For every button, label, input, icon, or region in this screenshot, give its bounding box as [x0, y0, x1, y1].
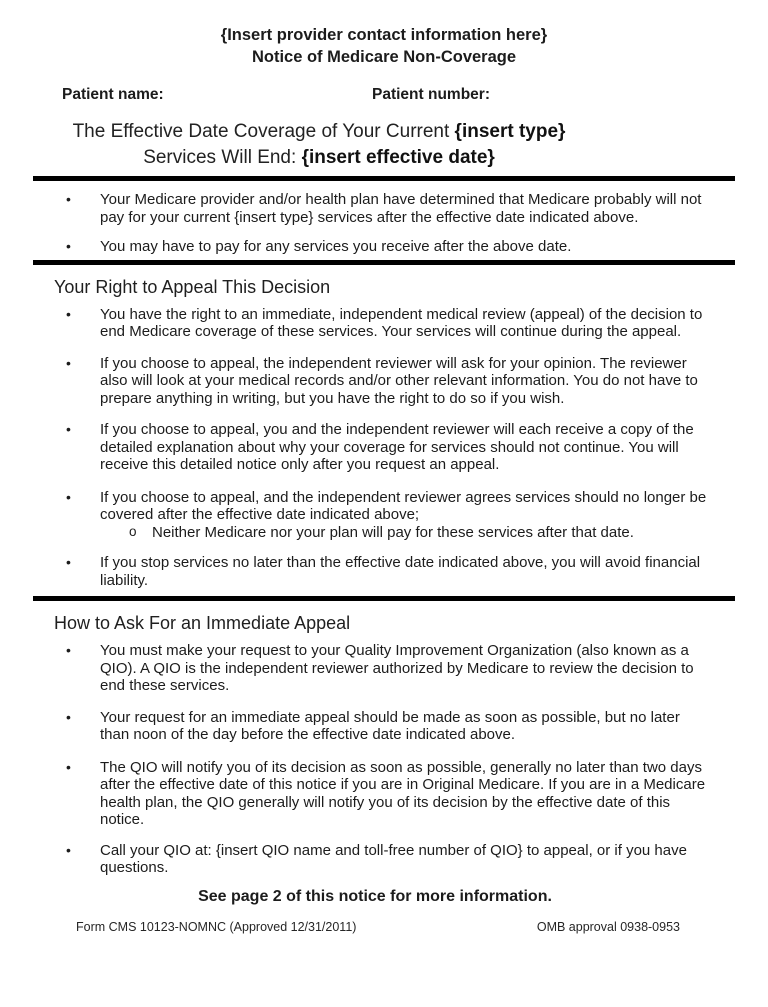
divider-rule-top: [33, 176, 735, 181]
howto-bullet-2: [0, 709, 768, 744]
bullet-text: You have the right to an immediate, independent medical review (appeal) of the decision to end Medicare coverage of these services. Your services will continue during the appeal.: [100, 305, 703, 340]
bullet-marker: •: [66, 238, 71, 254]
provider-contact-line: {Insert provider contact information here}: [220, 26, 548, 44]
section-heading-appeal-rights: Your Right to Appeal This Decision: [54, 276, 331, 297]
bullet-text: Your request for an immediate appeal should be made as soon as possible, but no later than noon of the day before the effective date indicated above.: [100, 708, 680, 743]
bullet-marker: •: [66, 488, 71, 505]
appeal-bullet-2: [0, 355, 768, 408]
appeal-bullet-4: [0, 489, 768, 524]
divider-rule-appeal: [33, 260, 735, 265]
effective-date-heading-line1: The Effective Date Coverage of Your Current {insert type}: [72, 121, 566, 142]
bullet-text: You may have to pay for any services you receive after the above date.: [100, 238, 572, 255]
document-footer: [0, 920, 768, 935]
bullet-text: Call your QIO at: {insert QIO name and toll-free number of QIO} to appeal, or if you have questions.: [100, 841, 687, 876]
bullet-marker: •: [66, 191, 71, 207]
divider-rule-howto: [33, 596, 735, 601]
howto-bullet-4: [0, 842, 768, 877]
bullet-marker: •: [66, 354, 71, 371]
footer-omb-approval: OMB approval 0938-0953: [536, 919, 680, 934]
intro-bullet-2: [0, 238, 768, 256]
bullet-marker: •: [66, 305, 71, 322]
appeal-sub-bullet: [0, 524, 768, 542]
insert-effective-date-placeholder: {insert effective date}: [301, 147, 495, 168]
sub-bullet-text: Neither Medicare nor your plan will pay for these services after that date.: [152, 523, 634, 541]
bullet-marker: •: [66, 554, 71, 570]
bullet-text: If you choose to appeal, and the independent reviewer agrees services should no longer be covered after the effective date indicated above;: [100, 488, 707, 523]
bullet-text: If you choose to appeal, you and the independent reviewer will each receive a copy of the detailed explanation about why your coverage for services should not continue. You will receive this detailed notice only after you request an appeal.: [100, 421, 694, 473]
bullet-text: Your Medicare provider and/or health plan have determined that Medicare probably will not pay for your current {insert type} services after the effective date indicated above.: [100, 191, 702, 226]
appeal-bullet-5: [0, 554, 768, 589]
effective-date-heading: [0, 119, 768, 171]
document-title: Notice of Medicare Non-Coverage: [251, 48, 517, 66]
bullet-marker: •: [66, 421, 71, 437]
bullet-marker: •: [66, 642, 71, 658]
howto-bullet-3: [0, 759, 768, 829]
insert-type-placeholder: {insert type}: [454, 121, 566, 142]
howto-bullet-1: [0, 642, 768, 695]
appeal-bullet-3: [0, 421, 768, 474]
patient-info-row: [0, 84, 768, 105]
see-page-2-note: See page 2 of this notice for more information.: [198, 887, 552, 905]
bullet-marker: •: [66, 758, 71, 775]
bullet-text: The QIO will notify you of its decision as soon as possible, generally no later than two days after the effective date of this notice if you are in Original Medicare. If you are in a Medicare health plan, the QIO generally will notify you of its decision by the effective date of this notice.: [100, 758, 706, 828]
bullet-marker: •: [66, 841, 71, 858]
bullet-marker: •: [66, 708, 71, 725]
document-header: [0, 24, 768, 68]
footer-form-number: Form CMS 10123-NOMNC (Approved 12/31/2011): [76, 919, 357, 934]
patient-name-label: Patient name:: [62, 86, 164, 103]
section-heading-immediate-appeal: How to Ask For an Immediate Appeal: [54, 613, 351, 633]
bullet-text: If you choose to appeal, the independent reviewer will ask for your opinion. The reviewer also will look at your medical records and/or other relevant information. You do not have to prepare anything in writing, but you have the right to do so if you wish.: [100, 354, 698, 407]
effective-date-heading-line2: Services Will End: {insert effective date}: [143, 147, 495, 168]
appeal-bullet-1: [0, 306, 768, 341]
bullet-text: If you stop services no later than the effective date indicated above, you will avoid financial liability.: [100, 554, 701, 589]
bullet-text: You must make your request to your Quality Improvement Organization (also known as a QIO). A QIO is the independent reviewer authorized by Medicare to review the decision to end these services.: [100, 642, 694, 694]
patient-number-label: Patient number:: [372, 86, 490, 103]
intro-bullet-1: [0, 191, 768, 226]
sub-bullet-marker: o: [129, 523, 137, 539]
